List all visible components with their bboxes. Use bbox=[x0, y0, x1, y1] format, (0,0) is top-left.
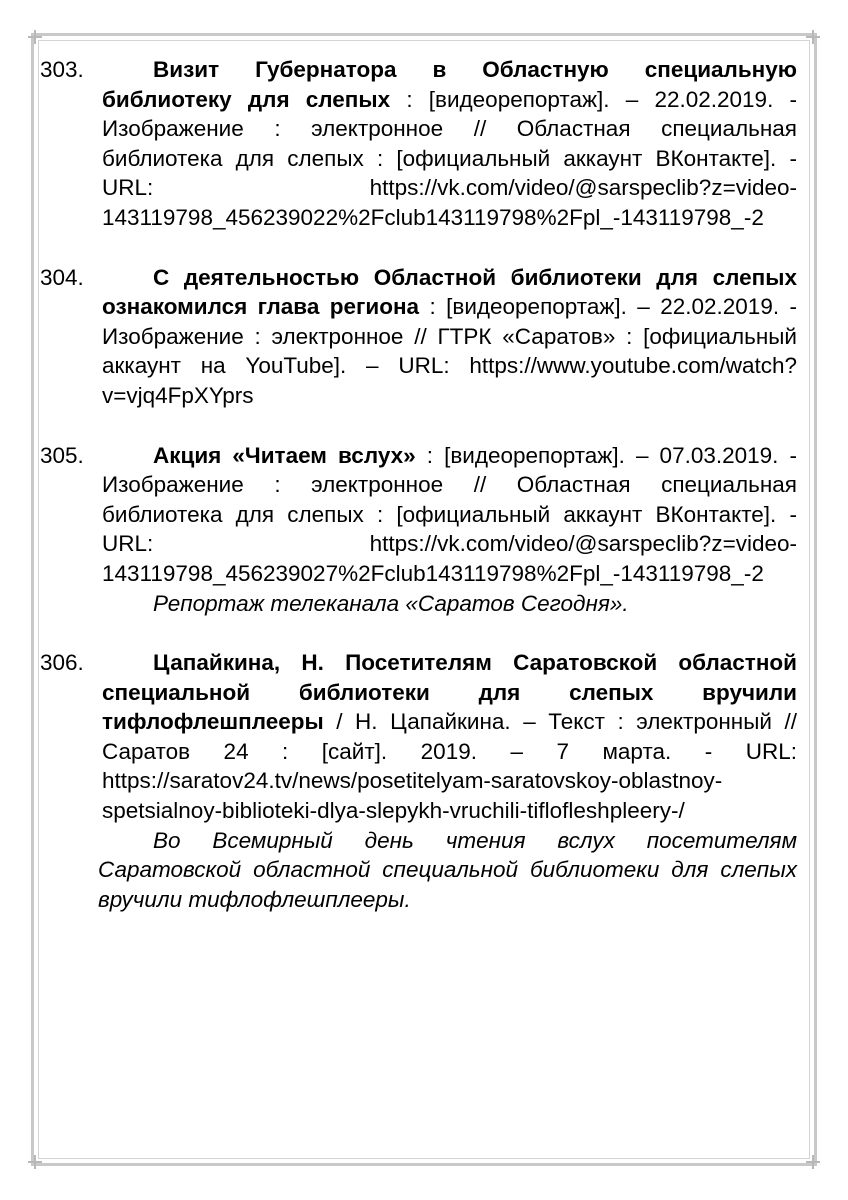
bibliography-entry-304 bbox=[40, 263, 797, 411]
entry-details: / Н. Цапайкина. – Текст : электронный // Саратов 24 : [сайт]. 2019. – 7 марта. - URL: https://saratov24.tv/news/posetitelyam-saratovskoy-oblastnoy-spetsialnoy-biblioteki-dlya-slepykh-vruchili-tiflofleshpleery-/ bbox=[102, 709, 797, 824]
bibliography-entry-303 bbox=[40, 55, 797, 233]
entry-annotation: Репортаж телеканала «Саратов Сегодня». bbox=[153, 590, 629, 616]
bibliography-list bbox=[40, 55, 797, 944]
corner-ornament-top-right bbox=[806, 30, 820, 44]
entry-title: С деятельностью Областной библиотеки для слепых ознакомился глава региона bbox=[102, 264, 797, 320]
entry-annotation: Во Всемирный день чтения вслух посетителям Саратовской областной специальной библиотеки для слепых вручили тифлофлешплееры. bbox=[98, 827, 797, 912]
entry-body bbox=[102, 648, 797, 826]
entry-body bbox=[102, 263, 797, 411]
entry-details: : [видеорепортаж]. – 22.02.2019. - Изображение : электронное // Областная специальная библиотека для слепых : [официальный аккаунт ВКонтакте]. - URL: https://vk.com/video/@sarspeclib?z=video-143119798_456239022%2Fclub143119798%2Fpl_-143119798_-2 bbox=[102, 86, 798, 230]
corner-ornament-bottom-right bbox=[806, 1155, 820, 1169]
bibliography-entry-306 bbox=[40, 648, 797, 914]
entry-details: : [видеорепортаж]. – 22.02.2019. - Изображение : электронное // ГТРК «Саратов» : [официальный аккаунт на YouTube]. – URL: https://www.youtube.com/watch?v=vjq4FpXYprs bbox=[102, 294, 797, 408]
entry-number: 306. bbox=[40, 650, 84, 676]
entry-body bbox=[102, 55, 797, 233]
entry-title: Акция «Читаем вслух» bbox=[153, 442, 416, 468]
corner-ornament-bottom-left bbox=[28, 1155, 42, 1169]
entry-details: : [видеорепортаж]. – 07.03.2019. - Изображение : электронное // Областная специальная библиотека для слепых : [официальный аккаунт ВКонтакте]. - URL: https://vk.com/video/@sarspeclib?z=video-143119798_456239027%2Fclub143119798%2Fpl_-143119798_-2 bbox=[102, 442, 798, 586]
corner-ornament-top-left bbox=[28, 30, 42, 44]
entry-title: Визит Губернатора в Областную специальную библиотеку для слепых bbox=[102, 57, 797, 112]
entry-body bbox=[102, 441, 797, 589]
entry-number: 303. bbox=[40, 57, 84, 82]
entry-number: 305. bbox=[40, 442, 84, 468]
entry-number: 304. bbox=[40, 264, 84, 290]
entry-title: Цапайкина, Н. Посетителям Саратовской областной специальной библиотеки для слепых вручили тифлофлешплееры bbox=[102, 650, 797, 735]
bibliography-entry-305 bbox=[40, 441, 797, 619]
